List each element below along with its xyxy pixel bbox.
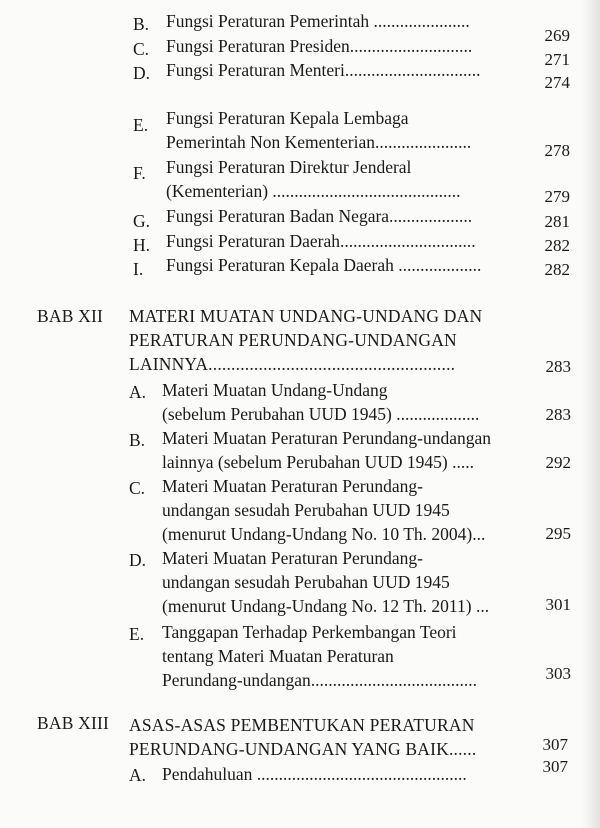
- toc-item-title: Pendahuluan ................................................: [162, 764, 467, 784]
- toc-page-number: 303: [545, 664, 571, 683]
- toc-page-number: 274: [544, 73, 570, 92]
- toc-item-title: Fungsi Peraturan Badan Negara...................: [166, 206, 473, 226]
- toc-page-number: 282: [544, 260, 570, 279]
- toc-item-letter: G.: [133, 211, 151, 231]
- toc-page-number: 281: [544, 212, 570, 231]
- toc-item-title-cont: Perundang-undangan......................................: [162, 670, 477, 690]
- chapter-title-cont: LAINNYA......................................................: [129, 354, 456, 374]
- toc-item-letter: E.: [133, 115, 149, 135]
- toc-item-letter: F.: [133, 163, 146, 183]
- toc-page-number: 269: [544, 26, 570, 45]
- toc-item-letter: B.: [133, 14, 150, 34]
- toc-item-letter: D.: [133, 63, 151, 83]
- chapter-page-number: 283: [545, 357, 571, 376]
- toc-item-title-cont: lainnya (sebelum Perubahan UUD 1945) .....: [162, 452, 475, 472]
- toc-item-title-cont: (menurut Undang-Undang No. 12 Th. 2011) ...: [162, 596, 490, 616]
- toc-page-number: 278: [544, 141, 570, 160]
- chapter-label: BAB XIII: [37, 713, 110, 733]
- toc-item-title: Fungsi Peraturan Presiden............................: [166, 36, 473, 56]
- chapter-title-cont: PERUNDANG-UNDANGAN YANG BAIK......: [129, 739, 477, 759]
- toc-item-title-cont: tentang Materi Muatan Peraturan: [162, 646, 394, 666]
- toc-item-title-cont: undangan sesudah Perubahan UUD 1945: [162, 500, 450, 520]
- toc-item-letter: A.: [129, 382, 147, 402]
- toc-item-letter: C.: [129, 478, 146, 498]
- toc-item-title: Fungsi Peraturan Kepala Daerah ...................: [166, 255, 482, 275]
- toc-item-letter: I.: [133, 259, 144, 279]
- toc-item-title: Fungsi Peraturan Kepala Lembaga: [166, 108, 409, 128]
- toc-page-number: 279: [544, 187, 570, 206]
- toc-item-title: Fungsi Peraturan Daerah...............................: [166, 231, 476, 251]
- toc-page-number: 295: [545, 524, 571, 543]
- toc-page-number: 283: [545, 405, 571, 424]
- toc-item-letter: E.: [129, 624, 145, 644]
- toc-item-letter: C.: [133, 39, 150, 59]
- toc-page-number: 292: [545, 453, 571, 472]
- toc-item-letter: D.: [129, 550, 147, 570]
- chapter-title: MATERI MUATAN UNDANG-UNDANG DAN: [129, 306, 483, 326]
- toc-item-title-cont: Pemerintah Non Kementerian......................: [166, 132, 472, 152]
- toc-item-title: Fungsi Peraturan Menteri...............................: [166, 60, 481, 80]
- toc-item-title: Fungsi Peraturan Pemerintah ......................: [166, 11, 470, 31]
- toc-item-title: Fungsi Peraturan Direktur Jenderal: [166, 157, 412, 177]
- toc-item-title-cont: undangan sesudah Perubahan UUD 1945: [162, 572, 450, 592]
- toc-item-title: Materi Muatan Undang-Undang: [162, 380, 388, 400]
- page-edge-shadow: [582, 0, 600, 828]
- toc-item-title: Materi Muatan Peraturan Perundang-: [162, 476, 423, 496]
- toc-item-letter: B.: [129, 430, 146, 450]
- toc-page-number: 301: [545, 595, 571, 614]
- toc-item-letter: A.: [129, 765, 147, 785]
- toc-page-number: 271: [544, 50, 570, 69]
- toc-item-letter: H.: [133, 235, 151, 255]
- toc-page-number: 282: [544, 236, 570, 255]
- chapter-title: ASAS-ASAS PEMBENTUKAN PERATURAN: [129, 715, 475, 735]
- toc-item-title: Tanggapan Terhadap Perkembangan Teori: [162, 622, 457, 642]
- toc-page-number: 307: [542, 757, 568, 776]
- toc-item-title: Materi Muatan Peraturan Perundang-undangan: [162, 428, 491, 448]
- toc-item-title-cont: (menurut Undang-Undang No. 10 Th. 2004)...: [162, 524, 486, 544]
- chapter-page-number: 307: [542, 735, 568, 754]
- toc-item-title-cont: (sebelum Perubahan UUD 1945) ...................: [162, 404, 480, 424]
- chapter-title-cont: PERATURAN PERUNDANG-UNDANGAN: [129, 330, 457, 350]
- toc-item-title-cont: (Kementerian) ...........................................: [166, 181, 461, 201]
- toc-item-title: Materi Muatan Peraturan Perundang-: [162, 548, 423, 568]
- chapter-label: BAB XII: [37, 306, 104, 326]
